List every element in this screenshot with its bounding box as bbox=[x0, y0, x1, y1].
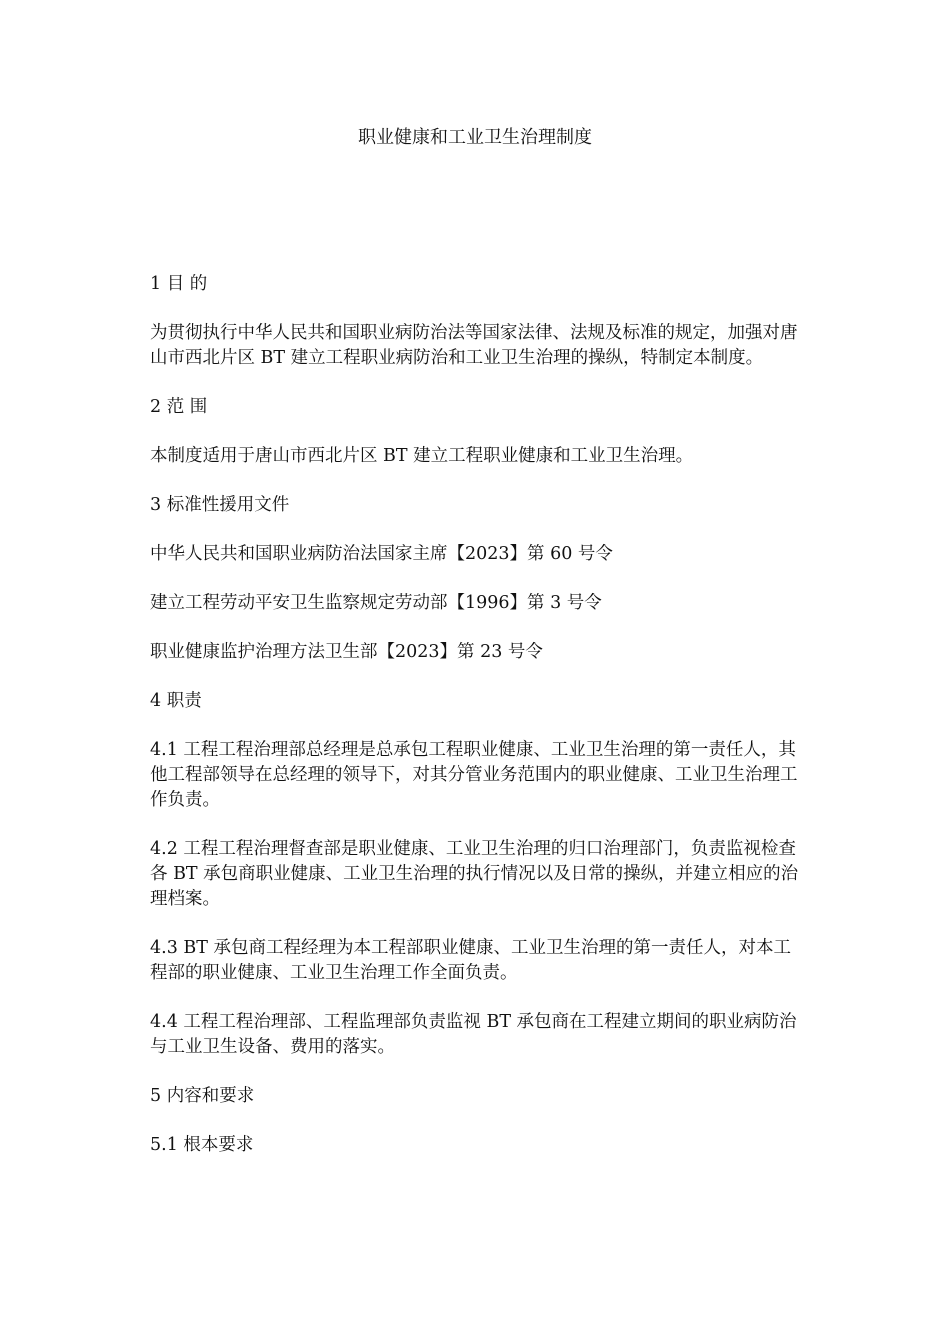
section-heading-responsibilities: 4 职责 bbox=[150, 691, 202, 711]
section-heading-references: 3 标准性援用文件 bbox=[150, 495, 290, 515]
section-heading-purpose: 1 目 的 bbox=[150, 274, 208, 294]
document-body bbox=[150, 272, 802, 1182]
responsibility-4-1: 4.1 工程工程治理部总经理是总承包工程职业健康、工业卫生治理的第一责任人，其他工程部领导在总经理的领导下，对其分管业务范围内的职业健康、工业卫生治理工作负责。 bbox=[150, 740, 798, 810]
paragraph-scope: 本制度适用于唐山市西北片区 BT 建立工程职业健康和工业卫生治理。 bbox=[150, 446, 694, 466]
reference-item-1: 中华人民共和国职业病防治法国家主席【2023】第 60 号令 bbox=[150, 544, 613, 564]
section-heading-content: 5 内容和要求 bbox=[150, 1086, 255, 1106]
document-title: 职业健康和工业卫生治理制度 bbox=[358, 127, 592, 148]
subsection-heading-basic-requirements: 5.1 根本要求 bbox=[150, 1135, 254, 1155]
reference-item-3: 职业健康监护治理方法卫生部【2023】第 23 号令 bbox=[150, 642, 543, 662]
responsibility-4-4: 4.4 工程工程治理部、工程监理部负责监视 BT 承包商在工程建立期间的职业病防治与工业卫生设备、费用的落实。 bbox=[150, 1012, 797, 1057]
responsibility-4-3: 4.3 BT 承包商工程经理为本工程部职业健康、工业卫生治理的第一责任人，对本工程部的职业健康、工业卫生治理工作全面负责。 bbox=[150, 938, 791, 983]
responsibility-4-2: 4.2 工程工程治理督查部是职业健康、工业卫生治理的归口治理部门，负责监视检查各 BT 承包商职业健康、工业卫生治理的执行情况以及日常的操纵，并建立相应的治理档案。 bbox=[150, 839, 799, 909]
reference-item-2: 建立工程劳动平安卫生监察规定劳动部【1996】第 3 号令 bbox=[150, 593, 602, 613]
section-heading-scope: 2 范 围 bbox=[150, 397, 208, 417]
paragraph-purpose: 为贯彻执行中华人民共和国职业病防治法等国家法律、法规及标准的规定，加强对唐山市西北片区 BT 建立工程职业病防治和工业卫生治理的操纵，特制定本制度。 bbox=[150, 323, 798, 368]
